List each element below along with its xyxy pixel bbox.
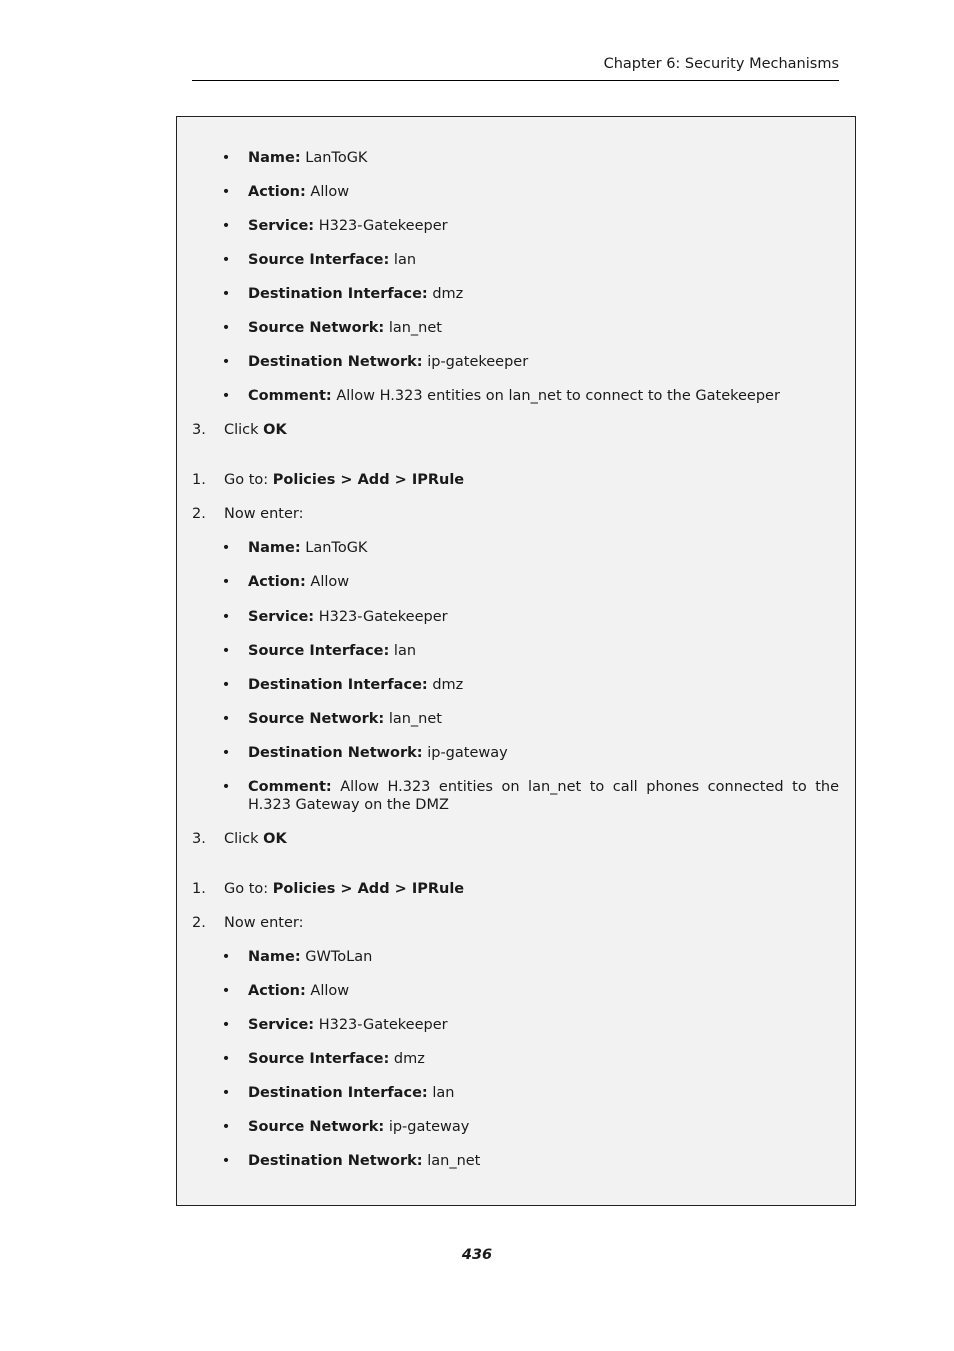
list-item: Source Network: lan_net (248, 320, 442, 336)
list-item: Service: H323-Gatekeeper (248, 218, 448, 234)
list-item: Service: H323-Gatekeeper (248, 609, 448, 625)
step-now-enter: Now enter: (224, 915, 304, 931)
step-number: 3. (192, 831, 206, 847)
step-click-ok: Click OK (224, 422, 287, 438)
step-goto: Go to: Policies > Add > IPRule (224, 472, 465, 488)
list-item: Destination Network: lan_net (248, 1153, 481, 1169)
chapter-header: Chapter 6: Security Mechanisms (603, 56, 839, 72)
list-item: Source Interface: lan (248, 252, 417, 268)
list-item: Source Network: ip-gateway (248, 1119, 470, 1135)
list-item: Destination Network: ip-gateway (248, 745, 508, 761)
list-item: Service: H323-Gatekeeper (248, 1017, 448, 1033)
list-item: Destination Interface: dmz (248, 677, 464, 693)
list-item: Comment: Allow H.323 entities on lan_net to call phones connected to the H.323 Gateway on the DMZ (248, 779, 840, 813)
list-item: Destination Interface: dmz (248, 286, 464, 302)
example-box (176, 116, 856, 1206)
list-item: Source Interface: lan (248, 643, 417, 659)
step-number: 3. (192, 422, 206, 438)
list-item: Name: LanToGK (248, 540, 368, 556)
step-goto: Go to: Policies > Add > IPRule (224, 881, 465, 897)
page-number: 436 (461, 1247, 493, 1263)
list-item: Action: Allow (248, 983, 350, 999)
step-number: 2. (192, 915, 206, 931)
step-number: 1. (192, 881, 206, 897)
list-item: Source Interface: dmz (248, 1051, 425, 1067)
list-item: Action: Allow (248, 184, 350, 200)
list-item: Source Network: lan_net (248, 711, 442, 727)
step-number: 2. (192, 506, 206, 522)
list-item: Name: GWToLan (248, 949, 373, 965)
step-number: 1. (192, 472, 206, 488)
step-now-enter: Now enter: (224, 506, 304, 522)
step-click-ok: Click OK (224, 831, 287, 847)
list-item: Destination Interface: lan (248, 1085, 455, 1101)
list-item: Destination Network: ip-gatekeeper (248, 354, 529, 370)
header-divider (192, 80, 839, 81)
list-item: Name: LanToGK (248, 150, 368, 166)
list-item: Action: Allow (248, 574, 350, 590)
list-item: Comment: Allow H.323 entities on lan_net to connect to the Gatekeeper (248, 388, 780, 404)
